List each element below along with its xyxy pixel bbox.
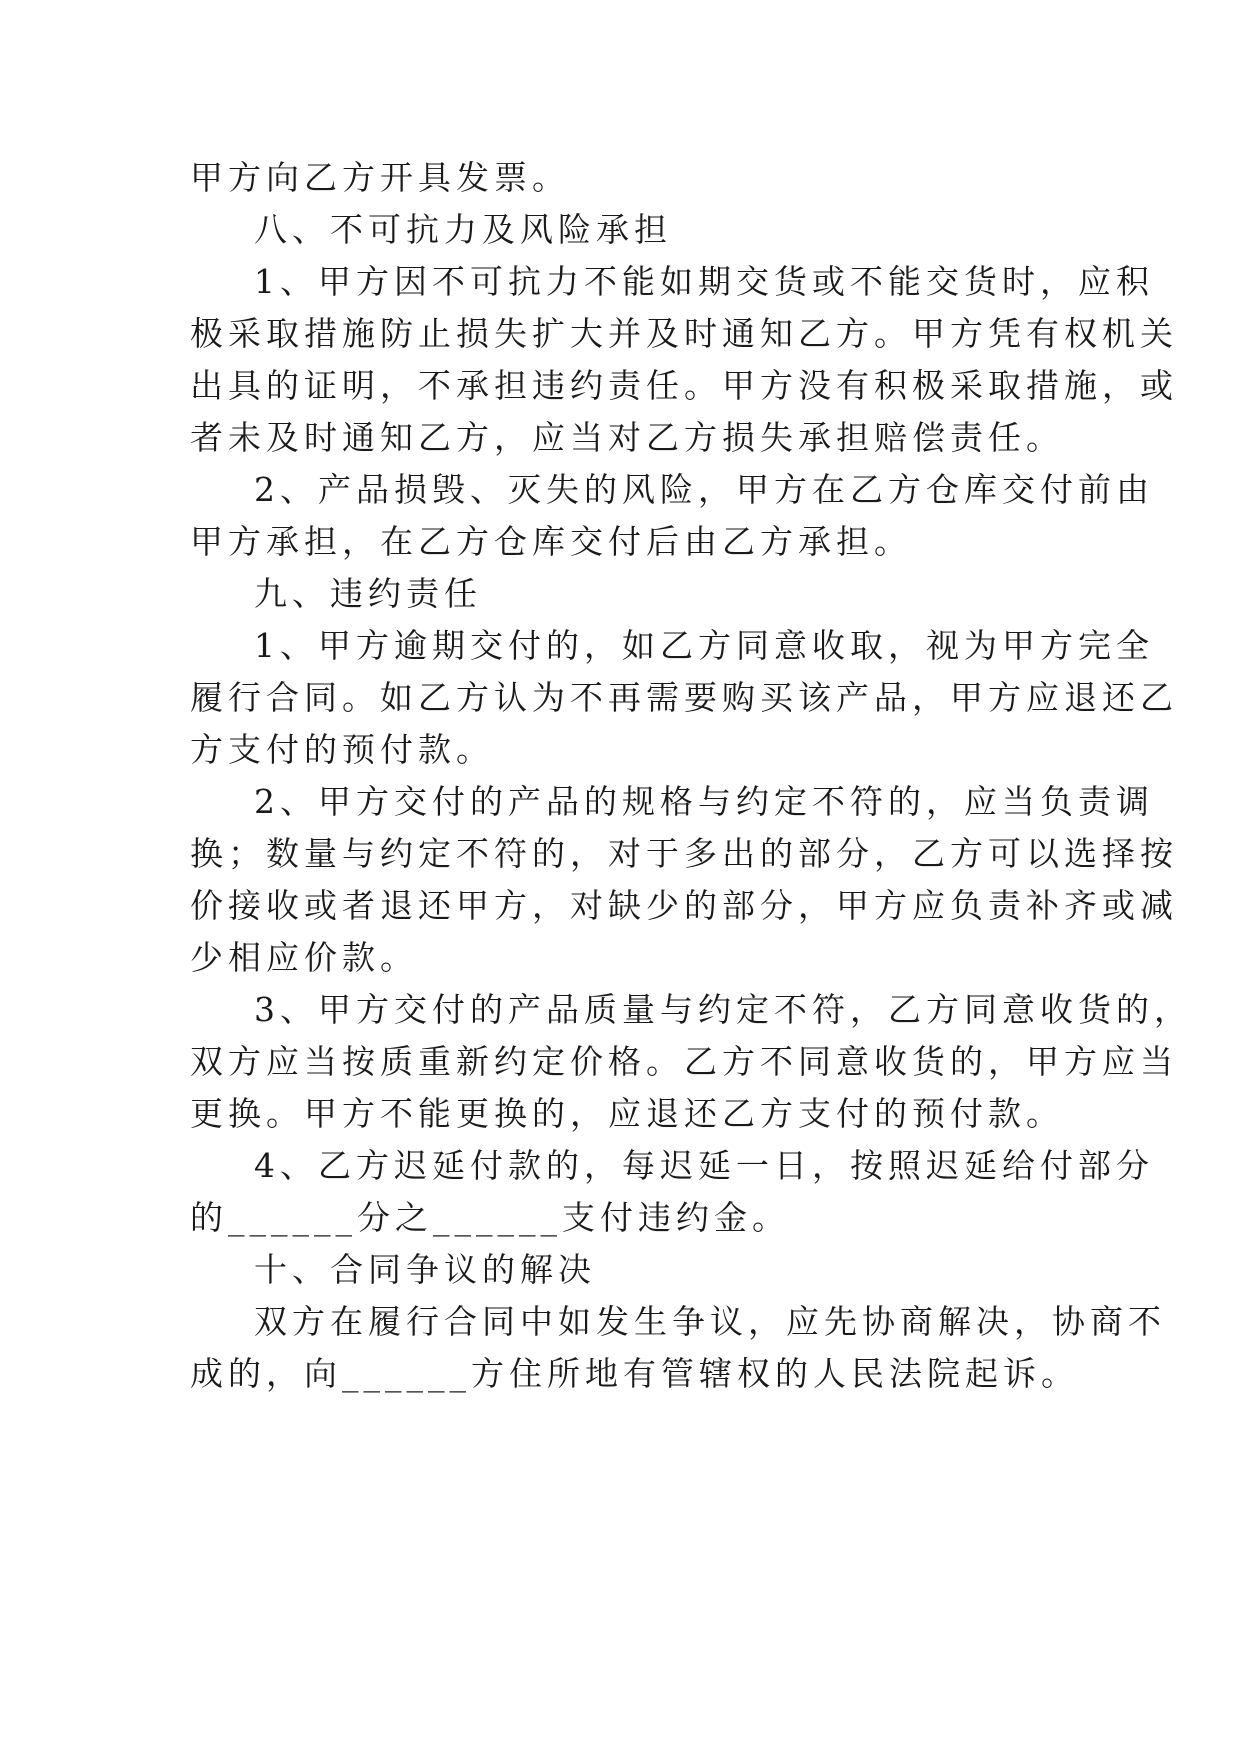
paragraph-line: 极采取措施防止损失扩大并及时通知乙方。甲方凭有权机关 <box>190 314 1178 353</box>
paragraph-line: 甲方向乙方开具发票。 <box>190 158 570 197</box>
paragraph-line: 更换。甲方不能更换的，应退还乙方支付的预付款。 <box>190 1094 1064 1133</box>
paragraph-line: 2、产品损毁、灭失的风险，甲方在乙方仓库交付前由 <box>254 470 1154 509</box>
section-heading: 十、合同争议的解决 <box>254 1250 596 1289</box>
paragraph-line: 2、甲方交付的产品的规格与约定不符的，应当负责调 <box>254 782 1154 821</box>
paragraph-line: 甲方承担，在乙方仓库交付后由乙方承担。 <box>190 522 912 561</box>
paragraph-line: 换；数量与约定不符的，对于多出的部分，乙方可以选择按 <box>190 834 1178 873</box>
paragraph-line: 1、甲方逾期交付的，如乙方同意收取，视为甲方完全 <box>254 626 1154 665</box>
paragraph-line: 者未及时通知乙方，应当对乙方损失承担赔偿责任。 <box>190 418 1064 457</box>
paragraph-line: 方支付的预付款。 <box>190 730 494 769</box>
section-heading: 九、违约责任 <box>254 574 482 613</box>
paragraph-line: 的______分之______支付违约金。 <box>190 1198 790 1237</box>
paragraph-line: 履行合同。如乙方认为不再需要购买该产品，甲方应退还乙 <box>190 678 1178 717</box>
paragraph-line: 双方在履行合同中如发生争议，应先协商解决，协商不 <box>254 1302 1166 1341</box>
paragraph-line: 成的，向______方住所地有管辖权的人民法院起诉。 <box>190 1354 1079 1393</box>
paragraph-line: 1、甲方因不可抗力不能如期交货或不能交货时，应积 <box>254 262 1154 301</box>
paragraph-line: 价接收或者退还甲方，对缺少的部分，甲方应负责补齐或减 <box>190 886 1178 925</box>
section-heading: 八、不可抗力及风险承担 <box>254 210 672 249</box>
paragraph-line: 少相应价款。 <box>190 938 418 977</box>
paragraph-line: 4、乙方迟延付款的，每迟延一日，按照迟延给付部分 <box>254 1146 1154 1185</box>
paragraph-line: 双方应当按质重新约定价格。乙方不同意收货的，甲方应当 <box>190 1042 1178 1081</box>
paragraph-line: 出具的证明，不承担违约责任。甲方没有积极采取措施，或 <box>190 366 1178 405</box>
paragraph-line: 3、甲方交付的产品质量与约定不符，乙方同意收货的， <box>254 990 1192 1029</box>
